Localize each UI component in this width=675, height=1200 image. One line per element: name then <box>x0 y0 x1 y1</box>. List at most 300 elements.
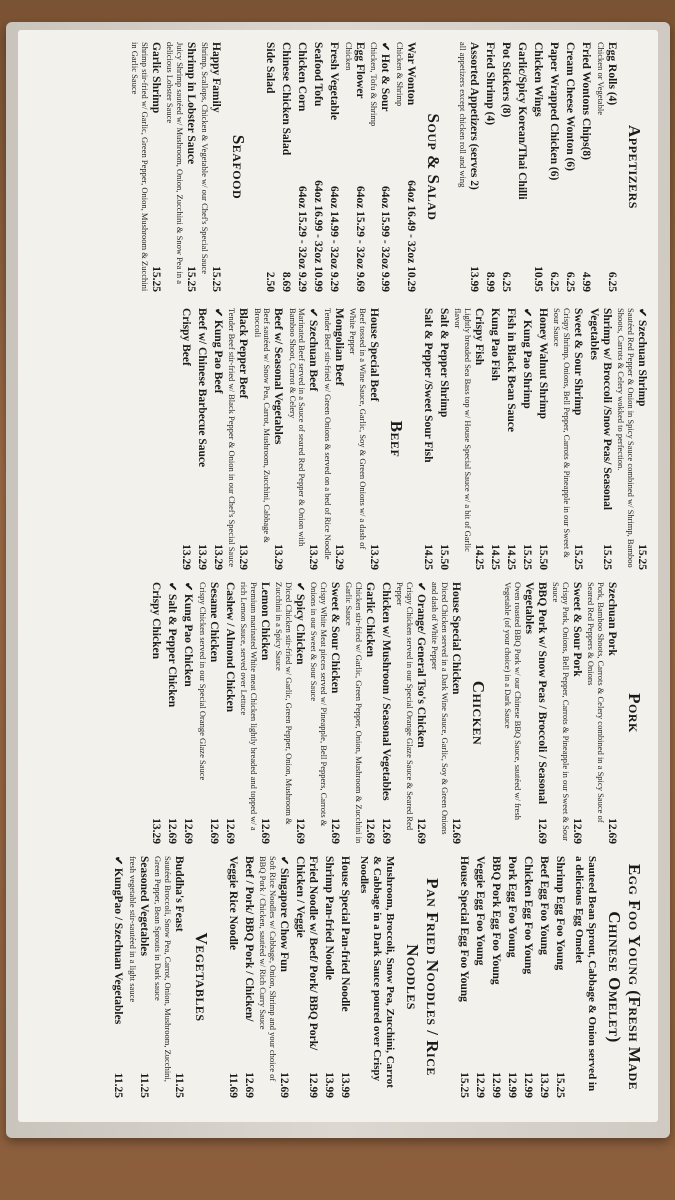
menu-item-price: 12.69 <box>294 818 306 844</box>
menu-item-name-wrap <box>237 308 250 399</box>
menu-item-price: 6.25 <box>606 271 618 292</box>
menu-item <box>536 308 549 570</box>
menu-item-name: Kung Pao Chicken <box>182 593 195 687</box>
menu-item-name-wrap <box>580 42 593 160</box>
menu-item-price: 11.25 <box>173 1072 185 1098</box>
menu-item <box>489 856 502 1098</box>
menu-item <box>323 308 346 570</box>
menu-item-description: Crispy Pork, Onions, Bell Pepper, Carrots & Pineapple in our Sweet & Sour Sauce <box>551 582 571 842</box>
menu-item-name: Crispy Beef <box>180 308 192 366</box>
menu-item-name-wrap <box>548 42 561 180</box>
menu-item-price: 12.69 <box>278 1072 290 1098</box>
menu-item-name-wrap <box>521 856 534 974</box>
menu-item-price: 12.99 <box>490 1072 502 1098</box>
menu-item <box>516 42 529 292</box>
menu-item-name-wrap <box>272 308 285 444</box>
menu-item-price: 12.69 <box>536 818 548 844</box>
menu-item-price: 64oz 15.29 - 32oz 9.69 <box>354 185 366 292</box>
menu-item-name-wrap <box>293 582 306 665</box>
spicy-pepper-icon: ✔ <box>212 308 224 320</box>
section-title-vegetables: Vegetables <box>192 932 211 1022</box>
menu-item-name-wrap <box>182 582 195 687</box>
menu-item-name: House Special Beef <box>368 308 380 402</box>
menu-item <box>437 308 450 570</box>
menu-item-name: Hot & Sour <box>379 53 392 112</box>
menu-item-name: House Special Chicken <box>450 582 462 695</box>
menu-item <box>293 856 319 1098</box>
menu-item-name-wrap <box>473 856 486 965</box>
menu-item-name: Black Pepper Beef <box>237 308 250 399</box>
menu-item-name-wrap <box>605 42 618 105</box>
menu-item-name-wrap <box>195 308 208 467</box>
menu-item <box>586 582 618 844</box>
menu-item-name: Orange/ General Tso's Chicken <box>415 593 427 748</box>
menu-item-description: Chicken <box>344 42 354 71</box>
menu-item <box>344 42 367 292</box>
menu-item-price: 13.29 <box>212 544 224 570</box>
menu-item-name: Spicy Chicken <box>294 593 306 665</box>
section-title-soup-salad: Soup & Salad <box>424 113 443 221</box>
menu-item <box>616 308 648 570</box>
menu-item-name: Salt & Pepper /Sweet Sour Fish <box>422 308 434 463</box>
menu-item-name-wrap <box>504 308 517 432</box>
menu-item-name: Chicken Wings <box>532 42 545 117</box>
menu-item-name: BBQ Pork Egg Foo Young <box>490 856 502 985</box>
menu-item <box>458 42 481 292</box>
menu-item-price: 12.69 <box>364 818 376 844</box>
menu-item-price <box>516 286 529 292</box>
menu-item-price: 13.29 <box>307 544 320 570</box>
menu-item-name-wrap <box>488 308 501 381</box>
spicy-pepper-icon: ✔ <box>415 582 427 594</box>
section-intro: Mushroom, Broccoli, Snow Pea, Zucchini, Carrot & Cabbage in a Dark Sauce poured over Crispy Noodles <box>358 856 396 1088</box>
section-spacer <box>492 582 500 844</box>
menu-item <box>309 582 341 844</box>
menu-item-name: Pork Egg Foo Young <box>506 856 518 958</box>
menu-item-name: Honey Walnut Shrimp <box>537 308 549 419</box>
section-spacer <box>168 308 176 570</box>
menu-item-description: Crispy White Meat pieces served w/ Pineapple, Bell Peppers, Carrots & Onions in our Sweet & Sour Sauce <box>309 582 329 827</box>
menu-item-price: 12.69 <box>182 818 195 844</box>
menu-item-name: BBQ Pork w/ Snow Peas / Broccoli / Seasonal Vegetables <box>523 582 548 805</box>
menu-item-name-wrap <box>338 856 351 1012</box>
spicy-pepper-icon: ✔ <box>278 856 290 868</box>
menu-item-price: 12.69 <box>166 818 179 844</box>
menu-item-name-wrap <box>449 582 462 694</box>
menu-item-name: Fried Wontons Chips(8) <box>580 42 593 161</box>
menu-item-name: Fresh Vegetable <box>328 42 341 121</box>
menu-item <box>153 856 185 1098</box>
menu-item-description: Pork, Bamboo Shoots, Carrots & Celery combined in a Spicy Sauce of Seared Red Peppers & Onions <box>586 582 606 823</box>
menu-item-price: 12.69 <box>329 818 341 844</box>
menu-item-description: all appetizers except chicken roll and wing <box>458 42 469 188</box>
menu-item-name-wrap <box>258 582 271 660</box>
menu-item <box>344 582 376 844</box>
section-title-seafood: Seafood <box>229 134 249 200</box>
menu-item-name: Szechuan Beef <box>307 319 320 392</box>
menu-item <box>195 308 208 570</box>
menu-item <box>182 582 195 844</box>
menu-item-name-wrap <box>505 856 518 958</box>
menu-item-description: fresh vegetable stir-sautéed in a light sauce <box>128 856 138 1003</box>
menu-item-name-wrap <box>363 582 376 657</box>
menu-item-description: Oven roasted BBQ Pork w/ our Chinese BBQ Sauce, sautéed w/ fresh Vegetable (of your choice) in a Dark Sauce <box>503 582 523 820</box>
menu-item-description: Crispy Chicken served in our Special Orange Glaze Sauce & Seared Red Pepper <box>395 582 415 831</box>
menu-item <box>552 308 584 570</box>
menu-item-price: 12.69 <box>380 818 392 844</box>
menu-item-name: Salt & Pepper Chicken <box>166 593 179 708</box>
menu-item <box>564 42 577 292</box>
menu-item-name-wrap <box>414 582 427 748</box>
menu-item-name-wrap <box>242 856 255 1021</box>
section-title-beef: Beef <box>387 420 406 458</box>
menu-item-price: 13.29 <box>150 818 163 844</box>
menu-item-name-wrap <box>210 42 223 113</box>
menu-item-price: 14.25 <box>473 544 485 570</box>
menu-item-name: Veggie Egg Foo Young <box>474 856 486 966</box>
menu-item-name: Beef w/ Seasonal Vegetables <box>272 308 285 445</box>
menu-item-name: Crispy Chicken <box>150 582 163 659</box>
menu-item-description: Marinated Beef served in a Sauce of seared Red Pepper & Onion with Bamboo Shoot, Carrot & Celery <box>288 308 308 547</box>
menu-item-name-wrap <box>137 856 150 956</box>
menu-item <box>264 42 277 292</box>
menu-item-price: 13.29 <box>272 544 285 570</box>
menu-item-name: Salt & Pepper Shrimp <box>438 308 450 418</box>
menu-item-name: Beef Egg Foo Young <box>538 856 550 955</box>
menu-item-name: Mongolian Beef <box>333 308 345 386</box>
menu-item-name-wrap <box>296 42 309 111</box>
menu-item-name-wrap <box>211 308 224 393</box>
menu-item-price: 15.25 <box>636 544 648 570</box>
menu-item <box>242 856 255 1098</box>
menu-item-price: 14.25 <box>489 544 501 570</box>
menu-item <box>328 42 341 292</box>
menu-item <box>227 308 250 570</box>
menu-item-price: 10.95 <box>532 266 545 292</box>
menu-item <box>551 582 583 844</box>
menu-item-price: 12.69 <box>224 818 236 844</box>
menu-item-name-wrap <box>536 308 549 419</box>
menu-item <box>322 856 335 1098</box>
menu-item-price: 6.25 <box>548 271 561 292</box>
menu-item <box>112 856 125 1098</box>
menu-item-name: Seafood Tofu <box>312 42 325 107</box>
menu-item-description: Sautéed Red Pepper & Onion in Spicy Sauce combined w/ Shrimp, Bamboo Shoots, Carrots & Celery wokked to perfection. <box>616 308 636 568</box>
spicy-pepper-icon: ✔ <box>294 582 306 594</box>
menu-column-1 <box>28 42 648 292</box>
menu-item-name-wrap <box>379 582 392 801</box>
menu-item-name: Shrimp w/ Broccoli /Snow Peas/ Seasonal Vegetables <box>588 308 613 511</box>
menu-item-name: House Special Pan-fried Noodle <box>339 856 351 1012</box>
spicy-pepper-icon: ✔ <box>112 856 125 868</box>
menu-item-name-wrap <box>226 856 239 950</box>
menu-item <box>457 856 470 1098</box>
menu-item-price: 6.25 <box>564 271 577 292</box>
section-spacer <box>410 308 418 570</box>
menu-item <box>296 42 309 292</box>
menu-item <box>150 582 163 844</box>
menu-item-name-wrap <box>570 582 583 677</box>
menu-item-name-wrap <box>150 582 163 659</box>
menu-item <box>179 308 192 570</box>
menu-item-price: 14.25 <box>422 544 434 570</box>
menu-item-name-wrap <box>149 42 162 113</box>
menu-page <box>18 30 658 1122</box>
menu-item-name: Szechuan Pork <box>606 582 618 656</box>
menu-item-name-wrap <box>605 582 618 656</box>
menu-item <box>280 42 293 292</box>
menu-item <box>395 42 418 292</box>
menu-item-price: 12.69 <box>243 1072 255 1098</box>
menu-item-name-wrap <box>307 308 320 391</box>
menu-item <box>239 582 271 844</box>
menu-item-name-wrap <box>328 582 341 693</box>
menu-item-name: War Wonton <box>405 42 417 106</box>
menu-item-price: 12.99 <box>307 1072 319 1098</box>
menu-item-description: Lightly breaded Sea Bass top w/ House Special Sauce w/ a bit of Garlic flavor <box>453 308 473 552</box>
menu-item-name-wrap <box>404 42 417 105</box>
menu-item-description: Chicken, Tofu & Shrimp <box>369 42 380 127</box>
menu-item-name-wrap <box>472 308 485 365</box>
menu-item-name: Lemon Chicken <box>259 582 271 661</box>
menu-item-name: Veggie Rice Noodle <box>227 856 239 951</box>
menu-item-price: 64oz 15.99 - 32oz 9.99 <box>379 185 392 292</box>
section-title-pork: Pork <box>625 693 644 733</box>
rotated-menu-content <box>18 30 658 1110</box>
menu-item-name: Shrimp in Lobster Sauce <box>185 42 197 165</box>
menu-item-price: 64oz 16.99 - 32oz 10.99 <box>312 180 325 292</box>
menu-item-name-wrap <box>112 856 125 1024</box>
menu-item-description: Shrimp, Scallops, Chicken & Vegetable w/ our Chef's Special Sauce <box>200 42 211 275</box>
menu-item-name-wrap <box>277 856 290 972</box>
menu-item <box>473 856 486 1098</box>
menu-item-name: Egg Flower <box>354 42 366 99</box>
menu-item-description: Diced Chicken served in a Dark Wine Sauce, Garlic, Soy & Green Onions and dash of White Pepper <box>430 582 450 835</box>
menu-item-price: 2.50 <box>264 271 277 292</box>
section-spacer <box>119 42 127 292</box>
menu-item <box>421 308 434 570</box>
menu-item-name-wrap <box>564 42 577 171</box>
menu-item-price: 15.25 <box>521 544 533 570</box>
menu-item-name-wrap <box>437 308 450 417</box>
menu-item-name: Buddha's Feast <box>173 856 185 932</box>
section-spacer <box>101 856 109 1098</box>
menu-item-price: 8.99 <box>484 271 497 292</box>
menu-item-description: Crispy Shrimp, Onions, Bell Pepper, Carrots & Pineapple in our Sweet & Sour Sauce <box>552 308 572 558</box>
menu-item-name-wrap <box>484 42 497 125</box>
menu-item <box>521 856 534 1098</box>
section-intro: Sauteed Bean Sprout, Cabbage & Onion served in a delicious Egg Omelet <box>573 856 598 1092</box>
menu-item-name: Kung Pao Beef <box>212 319 224 394</box>
menu-item-name-wrap <box>537 856 550 955</box>
menu-item <box>553 856 566 1098</box>
section-spacer <box>446 856 454 1098</box>
menu-item-name-wrap <box>421 308 434 463</box>
menu-item-description: Chicken & Shrimp <box>395 42 405 107</box>
menu-item <box>198 582 221 844</box>
menu-item <box>348 308 380 570</box>
menu-item-price: 12.69 <box>208 818 220 844</box>
menu-item-name: Fried Noodle w/ Beef/ Pork/ BBQ Pork/ Chicken / Veggie <box>294 856 319 1051</box>
menu-item-name-wrap <box>468 42 481 190</box>
menu-item-description: Premium marinated White meat Chicken lightly breaded and topped w/ a rich Lemon Sauce, served over Lettuce <box>239 582 259 831</box>
spicy-pepper-icon: ✔ <box>307 308 320 320</box>
menu-item-name-wrap <box>587 308 613 538</box>
menu-item-name-wrap <box>322 856 335 980</box>
menu-item-name: Chicken Egg Foo Young <box>522 856 534 975</box>
section-spacer <box>253 42 261 292</box>
menu-item-name: Beef w/ Chinese Barbecue Sauce <box>196 308 208 468</box>
menu-item-description: Diced Chicken stir-fried w/ Garlic, Green Pepper, Onion, Mushroom & Zucchini in a Spicy Sauce <box>274 582 294 825</box>
menu-item-description: Shrimp stir-fried w/ Garlic, Green Pepper, Onion, Mushroom & Zucchini in Garlic Sauce <box>130 42 150 292</box>
menu-item <box>258 856 290 1098</box>
menu-item-price: 6.25 <box>500 271 513 292</box>
menu-item <box>580 42 593 292</box>
menu-item-name: Singapore Chow Fun <box>278 867 290 972</box>
menu-item <box>128 856 151 1098</box>
menu-item-name: Fried Shrimp (4) <box>484 42 497 126</box>
menu-item-name: Cream Cheese Wonton (6) <box>564 42 577 171</box>
menu-item <box>211 308 224 570</box>
menu-item-name: Kung Pao Shrimp <box>521 319 533 409</box>
menu-item-price: 15.50 <box>438 544 450 570</box>
menu-item <box>500 42 513 292</box>
menu-item-price: 13.29 <box>237 544 250 570</box>
menu-item-price: 13.29 <box>333 544 345 570</box>
menu-item-name: Garlic Shrimp <box>150 42 162 114</box>
menu-item-name-wrap <box>489 856 502 985</box>
menu-item-name-wrap <box>522 582 548 812</box>
menu-item-price: 64oz 16.49 - 32oz 10.29 <box>405 180 417 292</box>
menu-item-price: 13.29 <box>538 1072 550 1098</box>
menu-item <box>312 42 325 292</box>
menu-item-description: Crispy Chicken served in our Special Orange Glaze Sauce <box>198 582 208 781</box>
menu-item-price: 15.25 <box>572 544 584 570</box>
menu-item-name: Crispy Fish <box>473 308 485 366</box>
menu-item-name: KungPao / Szechuan Vegetables <box>112 867 125 1025</box>
menu-item-price: 8.69 <box>280 271 293 292</box>
menu-item-name-wrap <box>172 856 185 932</box>
menu-item-price: 15.25 <box>458 1072 470 1098</box>
menu-item-price: 13.29 <box>196 544 208 570</box>
menu-item-name-wrap <box>328 42 341 120</box>
menu-item-price: 13.99 <box>339 1072 351 1098</box>
section-spacer <box>139 582 147 844</box>
menu-item-name-wrap <box>223 582 236 712</box>
menu-item-name: Chicken Corn <box>296 42 309 112</box>
menu-item-price: 64oz 14.99 - 32oz 9.29 <box>328 185 341 292</box>
menu-item-price: 14.25 <box>505 544 517 570</box>
menu-item-name: Side Salad <box>264 42 277 94</box>
menu-item-price: 12.29 <box>474 1072 486 1098</box>
spicy-pepper-icon: ✔ <box>636 308 648 320</box>
menu-column-2 <box>28 308 648 570</box>
menu-item-name-wrap <box>516 42 529 200</box>
menu-item-price: 12.99 <box>506 1072 518 1098</box>
menu-column-4 <box>28 856 648 1098</box>
menu-item-name-wrap <box>635 308 648 407</box>
menu-item-name: Shrimp Egg Foo Young <box>554 856 566 971</box>
menu-item-name-wrap <box>280 42 293 155</box>
menu-item-price: 12.69 <box>259 818 271 844</box>
menu-item-name: Chicken w/ Mushroom / Seasonal Vegetables <box>380 582 392 801</box>
menu-item-description: Sautéed Broccoli, Snow Pea, Carrot, Onion, Mushroom, Zucchini, Green Pepper, Bean Sprouts in Dark sauce <box>153 856 173 1082</box>
menu-item <box>587 308 613 570</box>
menu-item-name-wrap <box>520 308 533 409</box>
menu-item-name: Szechuan Shrimp <box>636 319 648 407</box>
section-title-appetizers: Appetizers <box>625 125 644 209</box>
menu-item <box>532 42 545 292</box>
menu-item-name: Garlic/Spicy Korean/Thai Chilli <box>516 42 529 200</box>
menu-item-price: 13.99 <box>468 266 481 292</box>
menu-item <box>166 582 179 844</box>
menu-item <box>274 582 306 844</box>
menu-item-name-wrap <box>571 308 584 415</box>
menu-item-price: 12.69 <box>415 818 427 844</box>
menu-item <box>395 582 427 844</box>
menu-item-price: 15.25 <box>554 1072 566 1098</box>
menu-item-name-wrap <box>532 42 545 117</box>
menu-item <box>338 856 351 1098</box>
menu-item <box>504 308 517 570</box>
menu-item-name: Kung Pao Fish <box>489 308 501 381</box>
menu-item-name-wrap <box>332 308 345 386</box>
menu-item-name-wrap <box>166 582 179 707</box>
menu-item <box>200 42 223 292</box>
menu-item-name-wrap <box>367 308 380 401</box>
spicy-pepper-icon: ✔ <box>521 308 533 320</box>
menu-column-3 <box>28 582 648 844</box>
menu-item-price: 4.99 <box>580 271 593 292</box>
menu-item-description: Chicken stir-fried w/ Garlic, Green Pepper, Onion, Mushroom & Zucchini in Garlic Sauce <box>344 582 364 844</box>
menu-item-price: 12.69 <box>450 818 462 844</box>
menu-item-name: Sweet & Sour Chicken <box>329 582 341 694</box>
menu-item-name-wrap <box>379 42 392 111</box>
menu-item-name: Beef / Pork/ BBQ Pork / Chicken/ <box>243 856 255 1022</box>
menu-item-name: Fish in Black Bean Sauce <box>505 308 517 432</box>
menu-item-price: 13.99 <box>323 1072 335 1098</box>
menu-item-description: Beef sautéed w/ Snow Pea, Carrot, Mushroom, Zucchini, Cabbage & Broccoli <box>253 308 273 543</box>
menu-item-description: Tender Beef stir-fried w/ Green Onions & served on a bed of Rice Noodle <box>323 308 333 560</box>
menu-item-name: Sesame Chicken <box>208 582 220 663</box>
menu-item-description: Soft Rice Noodles w/ Cabbage, Onion, Shrimp and your choice of BBQ Pork / Chicken, sautéed w/ Rich Curry Sauce <box>258 856 278 1082</box>
menu-item-name: Cashew / Almond Chicken <box>224 582 236 713</box>
menu-item-name: Pot Stickers (8) <box>500 42 513 118</box>
menu-item <box>379 582 392 844</box>
menu-item-name-wrap <box>179 308 192 366</box>
section-title-chicken: Chicken <box>469 680 488 746</box>
menu-item <box>537 856 550 1098</box>
menu-item-name: Shrimp Pan-fried Noodle <box>323 856 335 980</box>
menu-item-description: Juicy Shrimp sautéed w/ Mushroom, Onion, Zucchini & Snow Pea in a delicious Lobster Sauce <box>165 42 185 284</box>
menu-item <box>503 582 548 844</box>
menu-item <box>223 582 236 844</box>
menu-item-name: House Special Egg Foo Young <box>458 856 470 1002</box>
spicy-pepper-icon: ✔ <box>379 42 392 54</box>
menu-item-name: Egg Rolls (4) <box>606 42 618 106</box>
menu-item-price: 12.99 <box>522 1072 534 1098</box>
menu-item <box>253 308 285 570</box>
menu-item-price: 12.69 <box>571 818 583 844</box>
menu-item-description: Chicken or Vegetable <box>596 42 606 116</box>
menu-item-name-wrap <box>457 856 470 1002</box>
spicy-pepper-icon: ✔ <box>166 582 179 594</box>
menu-item-name-wrap <box>312 42 325 106</box>
menu-item-price: 13.29 <box>368 544 380 570</box>
menu-item-name: Paper Wrapped Chicken (6) <box>548 42 561 181</box>
menu-item-name: Happy Family <box>210 42 223 113</box>
menu-item <box>430 582 462 844</box>
